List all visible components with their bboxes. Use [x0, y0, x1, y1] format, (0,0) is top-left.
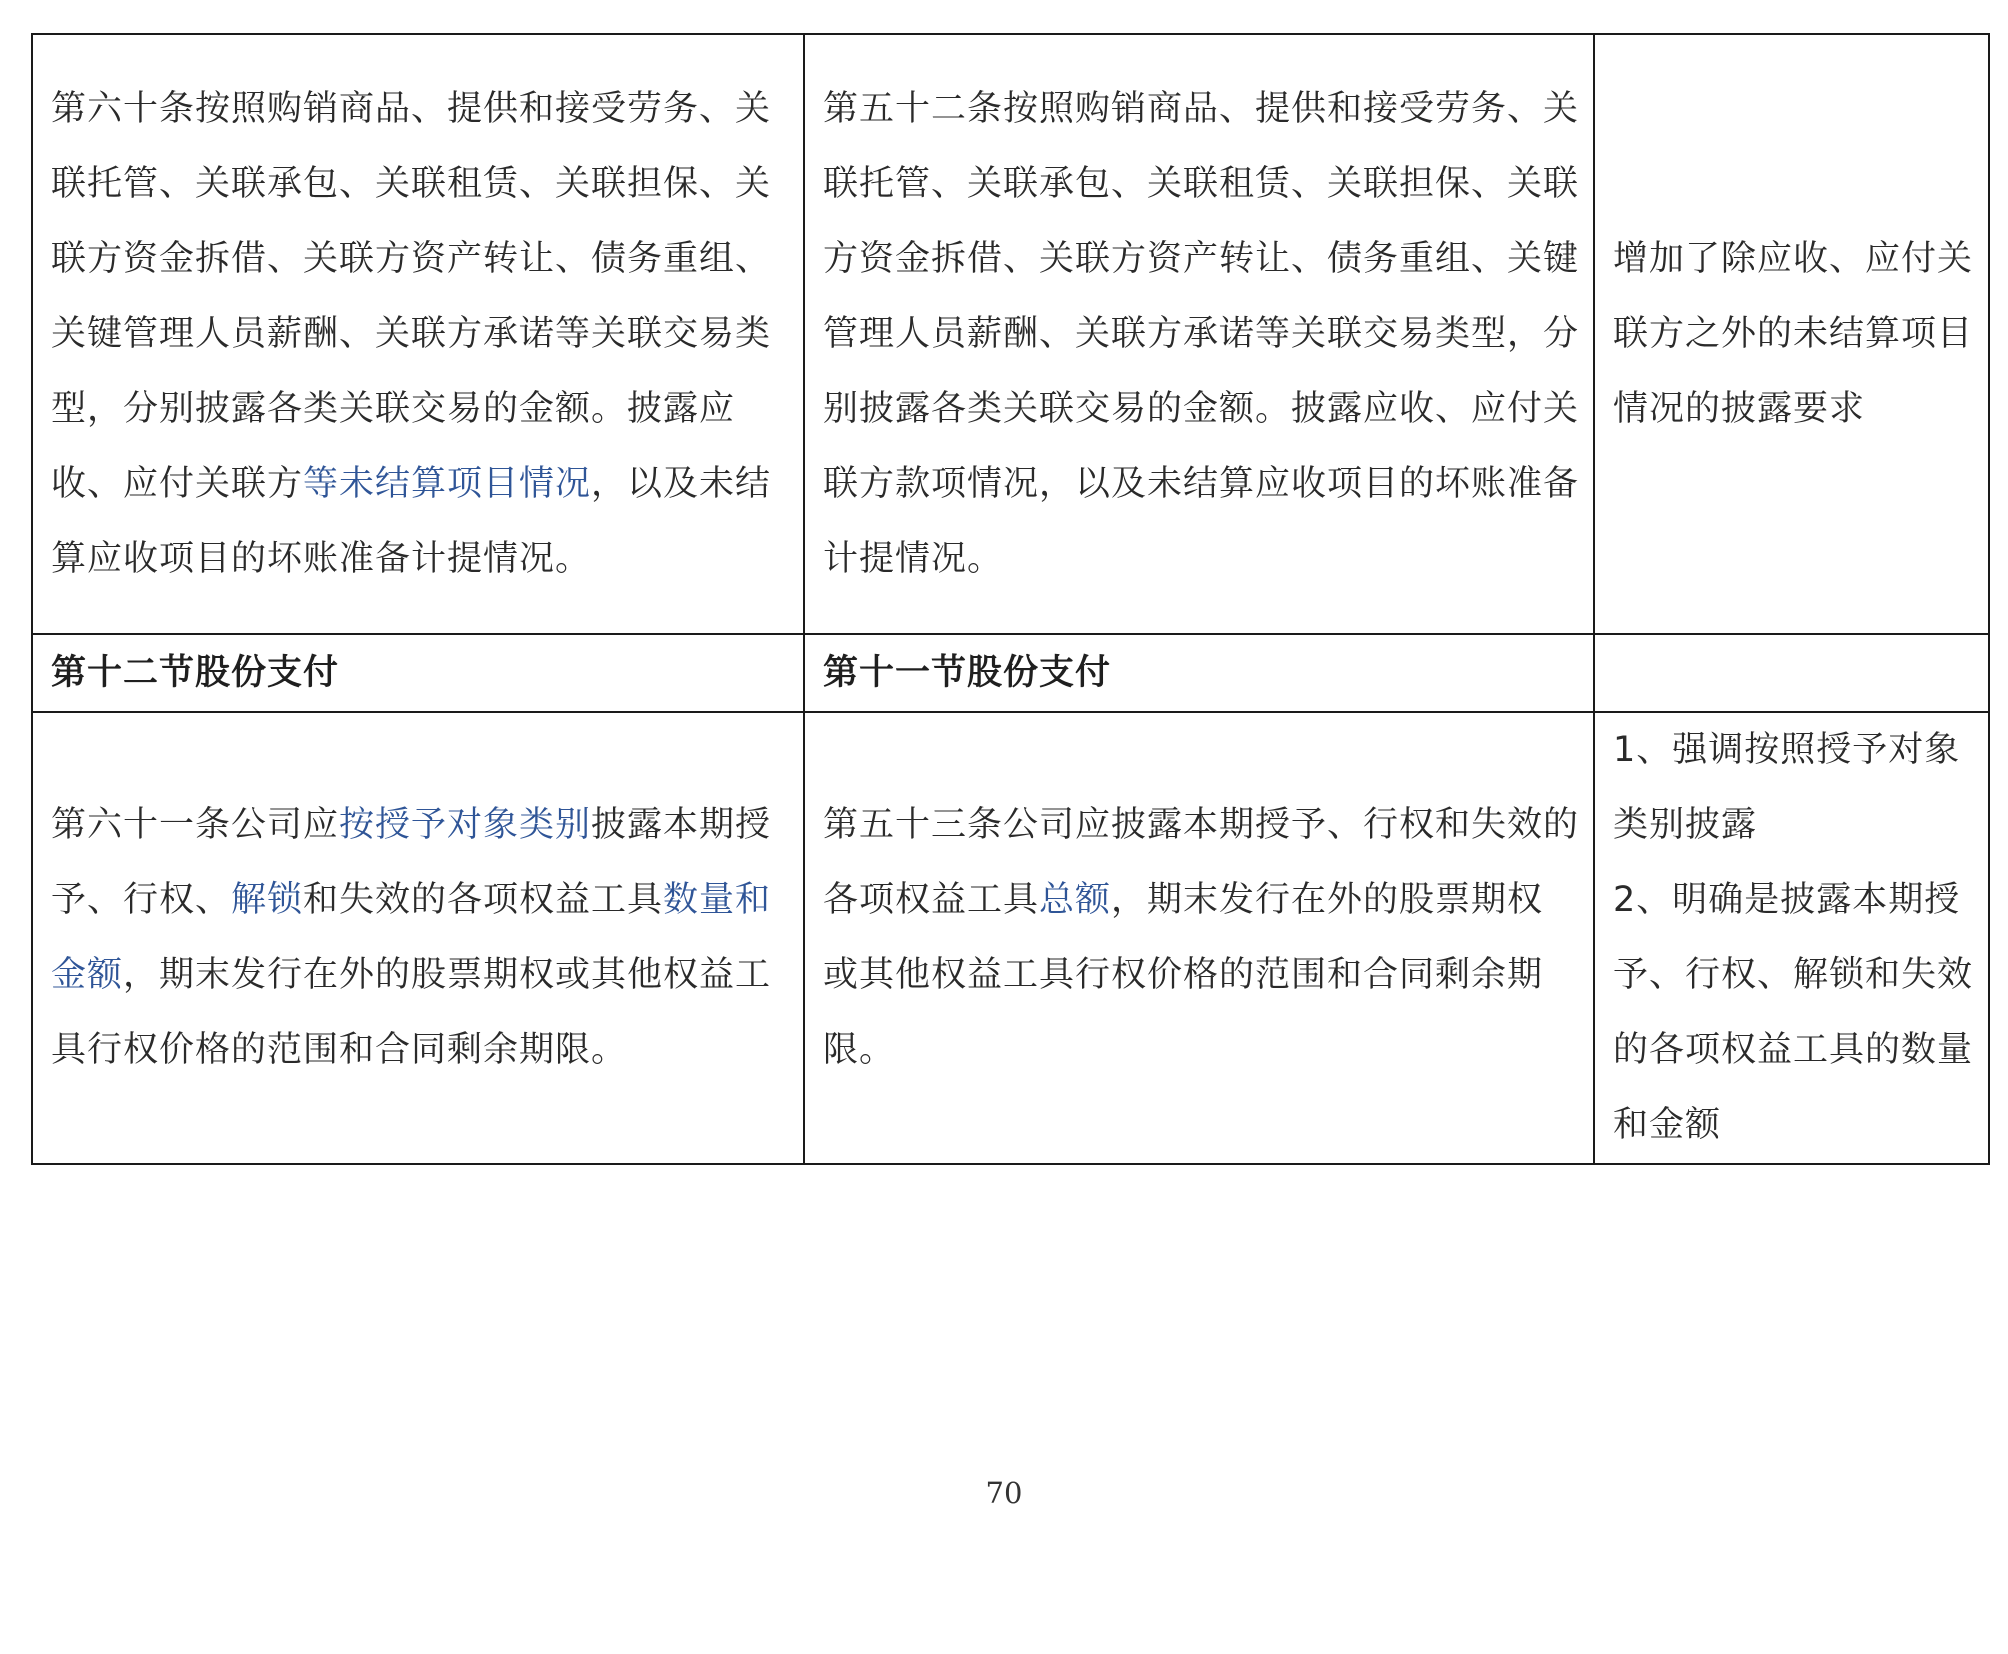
new-section-heading	[32, 634, 804, 712]
highlighted-change: 等未结算项目情况	[303, 463, 592, 504]
cell-text: 第五十三条公司应披露本期授予、行权和失效的各项权益工具	[823, 805, 1580, 920]
table-row	[32, 34, 1989, 634]
section-heading-row	[32, 634, 1989, 712]
change-note-cell	[1594, 712, 1989, 1164]
cell-text: 第六十条按照购销商品、提供和接受劳务、关联托管、关联承包、关联租赁、关联担保、关联方资金拆借、关联方资产转让、债务重组、关键管理人员薪酬、关联方承诺等关联交易类型，分别披露各类关联交易的金额。披露应收、应付关联方	[51, 88, 772, 504]
section-title: 第十二节股份支付	[51, 652, 340, 693]
cell-text: 第五十二条按照购销商品、提供和接受劳务、关联托管、关联承包、关联租赁、关联担保、关联方资金拆借、关联方资产转让、债务重组、关键管理人员薪酬、关联方承诺等关联交易类型，分别披露各类关联交易的金额。披露应收、应付关联方款项情况，以及未结算应收项目的坏账准备计提情况。	[823, 88, 1580, 579]
page-number: 70	[985, 1476, 1023, 1510]
cell-text: 增加了除应收、应付关联方之外的未结算项目情况的披露要求	[1613, 238, 1974, 429]
cell-text: ，以及未结算应收项目的坏账准备计提情况。	[51, 463, 772, 579]
empty-cell	[1594, 634, 1989, 712]
note-item: 2、明确是披露本期授予、行权、解锁和失效的各项权益工具的数量和金额	[1613, 880, 1974, 1145]
cell-text: 和失效的各项权益工具	[303, 880, 664, 920]
old-section-heading	[804, 634, 1594, 712]
old-rule-cell	[804, 34, 1594, 634]
comparison-table	[31, 33, 1990, 1165]
note-item: 1、强调按照授予对象类别披露	[1613, 730, 1961, 845]
highlighted-change: 数量和金额	[51, 880, 772, 995]
cell-text: 第六十一条公司应	[51, 805, 340, 845]
cell-text: ，期末发行在外的股票期权或其他权益工具行权价格的范围和合同剩余期限。	[823, 880, 1544, 1070]
change-note-cell	[1594, 34, 1989, 634]
cell-text: 披露本期授予、行权、	[51, 805, 772, 920]
highlighted-change: 总额	[1039, 880, 1112, 920]
highlighted-change: 解锁	[231, 880, 304, 920]
new-rule-cell	[32, 34, 804, 634]
cell-text: ，期末发行在外的股票期权或其他权益工具行权价格的范围和合同剩余期限。	[51, 955, 772, 1070]
old-rule-cell	[804, 712, 1594, 1164]
new-rule-cell	[32, 712, 804, 1164]
section-title: 第十一节股份支付	[823, 652, 1112, 693]
highlighted-change: 按授予对象类别	[339, 805, 592, 845]
table-row	[32, 712, 1989, 1164]
